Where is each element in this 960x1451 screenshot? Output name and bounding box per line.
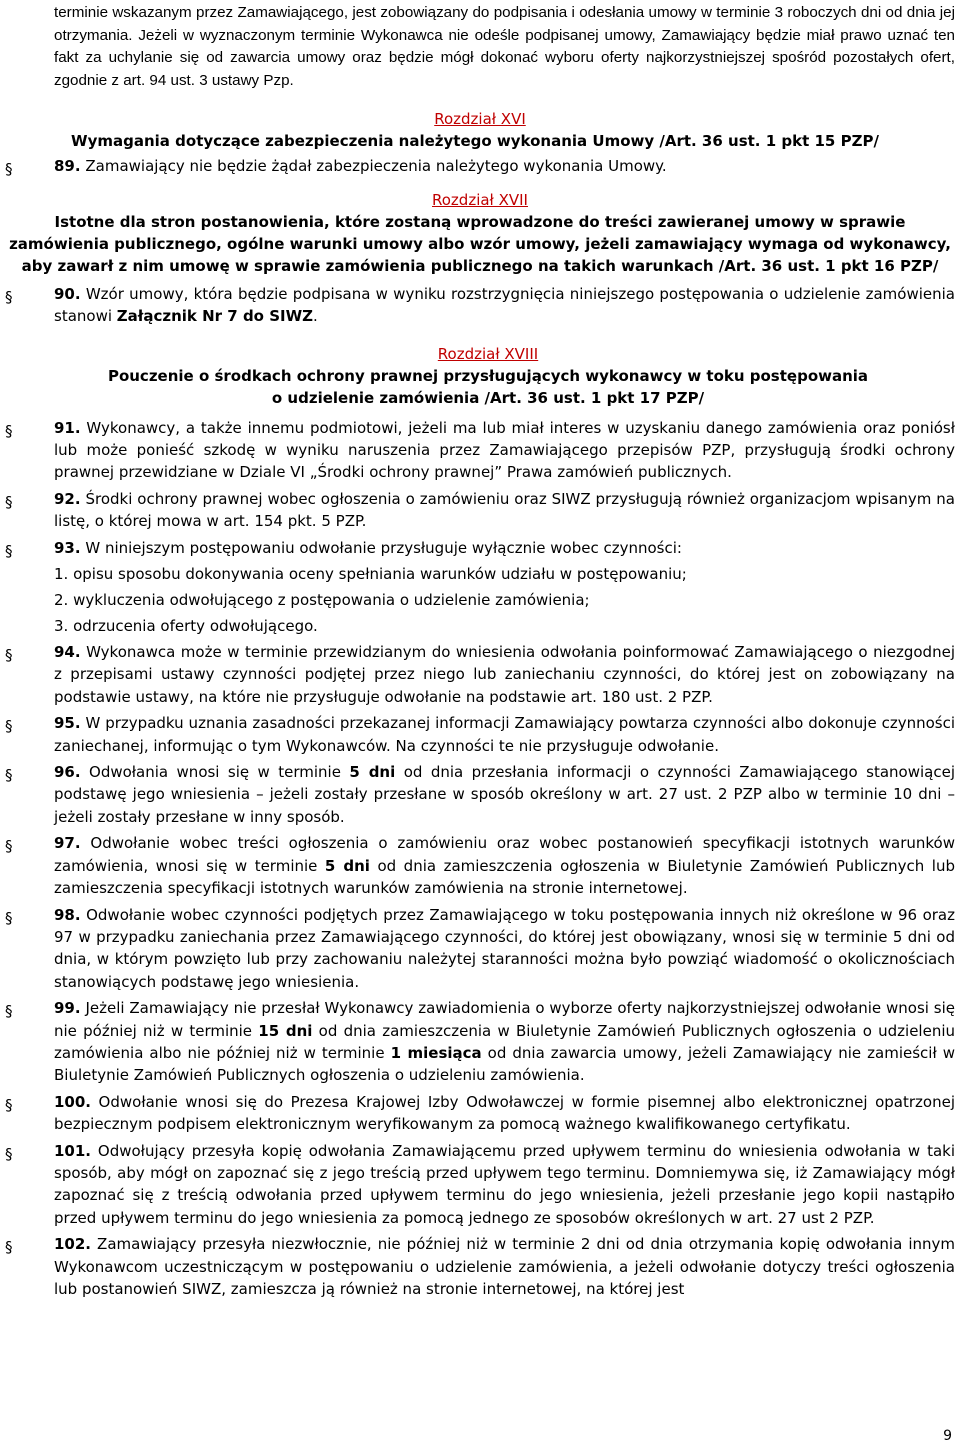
paragraph-91 (5, 417, 955, 484)
paragraph-text: Odwołanie wobec czynności podjętych przez Zamawiającego w toku postępowania innych niż określone w 96 oraz 97 w przypadku zaniechania przez Zamawiającego czynności, do której jest obowiązany, wnosi się w terminie 5 dni od dnia, w którym powzięto lub przy zachowaniu należytej staranności można było powziąć wiadomość o okolicznościach stanowiących podstawę jego wniesienia. (54, 905, 955, 991)
list-item: 3. odrzucenia oferty odwołującego. (54, 617, 318, 636)
paragraph-93 (5, 537, 955, 560)
paragraph-number: 100. (54, 1092, 92, 1111)
paragraph-102 (5, 1233, 955, 1300)
paragraph-text-mid: od dnia zamieszczenia w Biuletynie Zamówień Publicznych ogłoszenia o udzieleniu zamówienia albo nie później niż w terminie (54, 1021, 956, 1062)
paragraph-96 (5, 761, 956, 828)
section-bullet-icon: § (5, 1095, 13, 1114)
paragraph-number: 91. (54, 418, 81, 437)
chapter-title-line-2: o udzielenie zamówienia /Art. 36 ust. 1 pkt 17 PZP/ (271, 388, 705, 407)
section-bullet-icon: § (5, 421, 13, 440)
paragraph-98 (5, 904, 955, 994)
chapter-title: Wymagania dotyczące zabezpieczenia należytego wykonania Umowy /Art. 36 ust. 1 pkt 15 PZP/ (71, 132, 879, 151)
paragraph-101 (5, 1140, 955, 1230)
section-bullet-icon: § (5, 908, 13, 927)
paragraph-number: 93. (54, 538, 81, 557)
chapter-heading: Rozdział XVI (434, 110, 526, 129)
paragraph-number: 96. (54, 763, 81, 782)
chapter-xvii (0, 189, 960, 277)
attachment-reference: Załącznik Nr 7 do SIWZ (116, 307, 314, 326)
deadline-emphasis: 1 miesiąca (390, 1043, 482, 1062)
paragraph-text: Wykonawca może w terminie przewidzianym do wniesienia odwołania poinformować Zamawiającego o niezgodnej z przepisami ustawy czynności podjętej przez niego lub zaniechaniu czynności, do której jest on zobowiązany na podstawie ustawy, na które nie przysługuje odwołanie na podstawie art. 180 ust. 2 PZP. (54, 643, 955, 706)
paragraph-text: Zamawiający nie będzie żądał zabezpieczenia należytego wykonania Umowy. (85, 157, 667, 176)
paragraph-text: W przypadku uznania zasadności przekazanej informacji Zamawiający powtarza czynności albo dokonuje czynności zaniechanej, informując o tym Wykonawców. Na czynności te nie przysługuje odwołanie. (54, 714, 955, 755)
paragraph-text: Jeżeli Zamawiający nie przesłał Wykonawcy zawiadomienia o wyborze oferty najkorzystniejszej odwołanie wnosi się nie później niż w terminie (54, 999, 955, 1040)
paragraph-text: Wykonawcy, a także innemu podmiotowi, jeżeli ma lub miał interes w uzyskaniu danego zamówienia oraz poniósł lub może ponieść szkodę w wyniku naruszenia przez Zamawiającego przepisów PZP, przysługują środki ochrony prawnej przewidziane w Dziale VI „Środki ochrony prawnej” Prawa zamówień publicznych. (54, 418, 955, 482)
list-item: 1. opisu sposobu dokonywania oceny spełniania warunków udziału w postępowaniu; (54, 565, 687, 584)
paragraph-text: Zamawiający przesyła niezwłocznie, nie później niż w terminie 2 dni od dnia otrzymania kopię odwołania innym Wykonawcom uczestniczącym w postępowaniu o udzielenie zamówienia, a jeżeli odwołanie dotyczy treści ogłoszenia lub postanowień SIWZ, zamieszcza ją również na stronie internetowej, na której jest (54, 1235, 955, 1298)
paragraph-number: 94. (54, 643, 81, 662)
paragraph-number: 95. (54, 714, 81, 733)
list-item: 2. wykluczenia odwołującego z postępowania o udzielenie zamówienia; (54, 591, 590, 610)
chapter-title-line-1: Pouczenie o środkach ochrony prawnej przysługujących wykonawcy w toku postępowania (107, 366, 869, 385)
section-bullet-icon: § (5, 492, 13, 511)
chapter-title: Istotne dla stron postanowienia, które zostaną wprowadzone do treści zawieranej umowy w sprawie zamówienia publicznego, ogólne warunki umowy albo wzór umowy, jeżeli zamawiający wymaga od wykonawcy, aby zawarł z nim umowę w sprawie zamówienia publicznego na takich warunkach /Art. 36 ust. 1 pkt 16 PZP/ (9, 212, 951, 275)
section-bullet-icon: § (5, 837, 13, 856)
paragraph-90 (5, 283, 955, 328)
paragraph-text: Wzór umowy, która będzie podpisana w wyniku rozstrzygnięcia niniejszego postępowania o udzielenie zamówienia stanowi (54, 284, 955, 326)
section-bullet-icon: § (5, 766, 13, 785)
paragraph-text: Odwołanie wnosi się do Prezesa Krajowej Izby Odwoławczej w formie pisemnej albo elektronicznej opatrzonej bezpiecznym podpisem elektronicznym weryfikowanym za pomocą ważnego kwalifikowanego certyfikatu. (54, 1092, 955, 1134)
section-bullet-icon: § (5, 1238, 13, 1257)
paragraph-number: 90. (54, 284, 81, 303)
paragraph-100 (5, 1091, 955, 1136)
deadline-emphasis: 5 dni (349, 763, 396, 782)
deadline-emphasis: 15 dni (258, 1021, 313, 1040)
paragraph-text-end: od dnia zamieszczenia ogłoszenia w Biuletynie Zamówień Publicznych lub zamieszczenia specyfikacji istotnych warunków zamówienia na stronie internetowej. (54, 856, 955, 898)
section-bullet-icon: § (5, 287, 13, 306)
paragraph-92 (5, 488, 955, 533)
section-bullet-icon: § (5, 541, 13, 560)
paragraph-number: 89. (54, 157, 81, 176)
chapter-xviii (0, 343, 960, 409)
paragraph-text-end: od dnia przesłania informacji o czynności Zamawiającego stanowiącej podstawę jego wniesienia – jeżeli zostały przesłane w sposób określony w art. 27 ust. 2 PZP albo w terminie 10 dni – jeżeli zostały przesłane w inny sposób. (54, 763, 956, 826)
chapter-heading: Rozdział XVII (432, 190, 528, 209)
paragraph-text: Odwołania wnosi się w terminie (89, 763, 350, 782)
chapter-xvi (0, 108, 960, 152)
paragraph-text-end: . (313, 307, 318, 326)
deadline-emphasis: 5 dni (324, 856, 370, 875)
paragraph-number: 92. (54, 489, 81, 508)
paragraph-number: 99. (54, 999, 81, 1018)
paragraph-text: Środki ochrony prawnej wobec ogłoszenia o zamówieniu oraz SIWZ przysługują również organizacjom wpisanym na listę, o której mowa w art. 154 pkt. 5 PZP. (54, 489, 955, 531)
section-bullet-icon: § (5, 1144, 13, 1163)
paragraph-text: W niniejszym postępowaniu odwołanie przysługuje wyłącznie wobec czynności: (85, 538, 682, 557)
intro-paragraph: terminie wskazanym przez Zamawiającego, jest zobowiązany do podpisania i odesłania umowy w terminie 3 roboczych dni od dnia jej otrzymania. Jeżeli w wyznaczonym terminie Wykonawca nie odeśle podpisanej umowy, Zamawiający będzie miał prawo uznać ten fakt za uchylanie się od zawarcia umowy oraz będzie mógł dokonać wyboru oferty najkorzystniejszej spośród pozostałych ofert, zgodnie z art. 94 ust. 3 ustawy Pzp. (54, 4, 955, 89)
paragraph-number: 97. (54, 834, 81, 853)
section-bullet-icon: § (5, 1002, 13, 1021)
paragraph-number: 98. (54, 905, 81, 924)
paragraph-97 (5, 832, 955, 899)
paragraph-89 (5, 155, 955, 179)
chapter-heading: Rozdział XVIII (437, 344, 539, 363)
section-bullet-icon: § (5, 646, 13, 665)
paragraph-99 (5, 997, 956, 1087)
paragraph-94 (5, 641, 955, 708)
paragraph-number: 101. (54, 1141, 92, 1160)
paragraph-95 (5, 712, 955, 757)
paragraph-text: Odwołujący przesyła kopię odwołania Zamawiającemu przed upływem terminu do wniesienia odwołania w taki sposób, aby mógł on zapoznać się z jego treścią przed upływem tego terminu. Domniemywa się, iż Zamawiający mógł zapoznać się z treścią odwołania przed upływem terminu do jego wniesienia, jeżeli przesłanie jego kopii nastąpiło przed upływem terminu do jego wniesienia za pomocą jednego ze sposobów określonych w art. 27 ust 2 PZP. (54, 1141, 955, 1227)
paragraph-text: Odwołanie wobec treści ogłoszenia o zamówieniu oraz wobec postanowień specyfikacji istotnych warunków zamówienia, wnosi się w terminie (54, 834, 955, 875)
paragraph-number: 102. (54, 1235, 92, 1254)
paragraph-text-end: od dnia zawarcia umowy, jeżeli Zamawiający nie zamieścił w Biuletynie Zamówień Publicznych ogłoszenia o udzieleniu zamówienia. (54, 1043, 955, 1085)
page-number: 9 (943, 1428, 952, 1444)
section-bullet-icon: § (5, 717, 13, 736)
section-bullet-icon: § (5, 160, 13, 179)
